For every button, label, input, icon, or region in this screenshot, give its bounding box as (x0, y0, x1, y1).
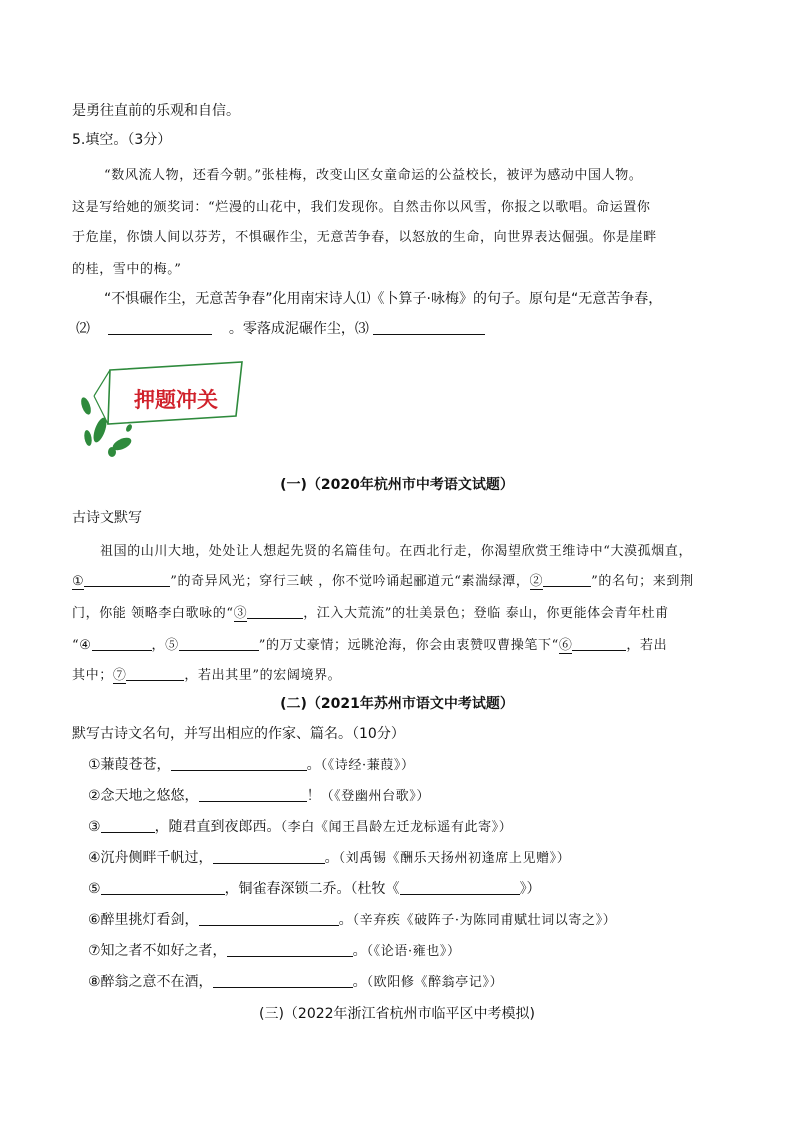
q5-title: 5.填空。（3分） (72, 132, 172, 148)
item-text: 。 (352, 974, 367, 990)
answer-blank[interactable] (543, 572, 591, 587)
answer-blank[interactable] (247, 604, 303, 619)
answer-blank[interactable] (213, 849, 325, 864)
section-1-label: 古诗文默写 (72, 510, 142, 526)
answer-blank[interactable] (213, 973, 353, 988)
item-text: 。 (306, 757, 321, 773)
answer-blank[interactable] (171, 756, 307, 771)
q5-passage-line-2: 这是写给她的颁奖词：“烂漫的山花中，我们发现你。自然击你以风雪，你报之以歌唱。命运置你 (72, 200, 651, 215)
item-text: 。 (352, 943, 367, 959)
blank-number: ① (72, 574, 85, 589)
item-text: ，随君直到夜郎西。 (154, 819, 281, 835)
s1-line-3 (72, 602, 669, 621)
answer-blank[interactable] (92, 636, 152, 651)
s1-text: ，江入大荒流”的壮美景色；登临 泰山，你更能体会青年杜甫 (303, 606, 669, 621)
item-source: （《诗经·蒹葭》） (320, 758, 415, 773)
s2-item-3 (88, 817, 512, 838)
s1-line-1: 祖国的山川大地，处处让人想起先贤的名篇佳句。在西北行走，你渴望欣赏王维诗中“大漠孤烟直， (100, 544, 693, 559)
s1-text: ，若出 (626, 638, 668, 653)
answer-blank[interactable] (373, 320, 485, 335)
s2-item-6 (88, 910, 616, 931)
q5-passage-line-4: 的桂，雪中的梅。” (72, 262, 182, 277)
item-source: （辛弃疾《破阵子·为陈同甫赋壮词以寄之》） (352, 913, 617, 928)
s1-text: ，⑤ (151, 638, 179, 653)
item-text: 。 (324, 850, 339, 866)
item-text: ③ (88, 819, 101, 835)
section-3-heading: (三)（2022年浙江省杭州市临平区中考模拟) (258, 1006, 535, 1022)
s1-text: ”的万丈豪情；远眺沧海，你会由衷赞叹曹操笔下“ (258, 638, 559, 653)
item-text: ⑧醉翁之意不在酒， (88, 974, 213, 990)
item-text: ，铜雀春深锁二乔。（杜牧《 (224, 881, 400, 897)
answer-blank[interactable] (179, 636, 259, 651)
blank-number: ② (529, 574, 544, 589)
item-text: ⑥醉里挑灯看剑， (88, 912, 199, 928)
s1-text: “④ (72, 638, 92, 653)
answer-blank[interactable] (101, 880, 225, 895)
answer-blank[interactable] (199, 787, 307, 802)
section-2-heading: (二)（2021年苏州市语文中考试题） (280, 696, 514, 712)
answer-blank[interactable] (572, 636, 626, 651)
s2-item-4 (88, 848, 570, 869)
s1-text: ，若出其里”的宏阔境界。 (184, 668, 342, 683)
q5-label-2: ⑵ (76, 321, 90, 337)
item-text: ⑤ (88, 881, 101, 897)
answer-blank[interactable] (227, 942, 353, 957)
item-text: ⑦知之者不如好之者， (88, 943, 227, 959)
s1-line-5 (72, 664, 341, 683)
s2-item-5 (88, 879, 541, 899)
s2-item-8 (88, 972, 503, 993)
answer-blank[interactable] (108, 320, 212, 335)
banner-frame-edge (94, 370, 110, 396)
section-1-heading: (一)（2020年杭州市中考语文试题） (280, 477, 514, 493)
item-source: （李白《闻王昌龄左迁龙标遥有此寄》） (280, 820, 513, 835)
item-text: ①蒹葭苍苍， (88, 757, 171, 773)
blank-number: ⑦ (112, 668, 127, 683)
q5-passage-line-1: “数风流人物，还看今朝。”张桂梅，改变山区女童命运的公益校长，被评为感动中国人物。 (104, 168, 643, 183)
answer-blank[interactable] (101, 818, 155, 833)
item-text: ②念天地之悠悠， (88, 788, 199, 804)
q5-fill-line (76, 319, 485, 339)
blank-number: ③ (233, 606, 248, 621)
s1-line-2 (72, 570, 694, 589)
s2-item-7 (88, 941, 461, 962)
item-text: ④沉舟侧畔千帆过， (88, 850, 213, 866)
s1-line-4 (72, 634, 667, 653)
s1-text: 门，你能 领略李白歌咏的“ (72, 606, 234, 621)
q5-question: “不惧碾作尘，无意苦争春”化用南宋诗人⑴《卜算子·咏梅》的句子。原句是“无意苦争春， (104, 291, 663, 307)
answer-blank[interactable] (84, 572, 170, 587)
answer-blank[interactable] (126, 666, 184, 681)
s1-text: ”的奇异风光；穿行三峡 ，你不觉吟诵起郦道元“素湍绿潭， (170, 574, 530, 589)
item-text: 。 (338, 912, 353, 928)
banner-title: 押题冲关 (134, 388, 218, 412)
blank-number: ⑥ (558, 638, 573, 653)
s1-text: 其中； (72, 668, 113, 683)
item-source: （欧阳修《醉翁亭记》） (366, 975, 504, 990)
answer-blank[interactable] (199, 911, 339, 926)
item-source: 》） (519, 881, 541, 897)
banner-graphic (72, 352, 272, 462)
s2-item-1 (88, 755, 415, 776)
item-source: （刘禹锡《酬乐天扬州初逢席上见赠》） (338, 851, 571, 866)
s2-item-2 (88, 786, 430, 807)
continuation-line: 是勇往直前的乐观和自信。 (72, 103, 240, 119)
q5-passage-line-3: 于危崖，你馈人间以芬芳，不惧碾作尘，无意苦争春，以怒放的生命，向世界表达倔强。你是崖畔 (72, 230, 657, 245)
item-source: （《登幽州台歌》） (320, 789, 430, 804)
item-text: ！ (306, 788, 321, 804)
s1-text: ”的名句；来到荆 (591, 574, 694, 589)
q5-mid-text: 。零落成泥碾作尘，⑶ (228, 321, 369, 337)
item-source: （《论语·雍也》） (366, 944, 461, 959)
section-2-instruction: 默写古诗文名句，并写出相应的作家、篇名。（10分） (72, 726, 405, 742)
answer-blank[interactable] (400, 880, 520, 895)
